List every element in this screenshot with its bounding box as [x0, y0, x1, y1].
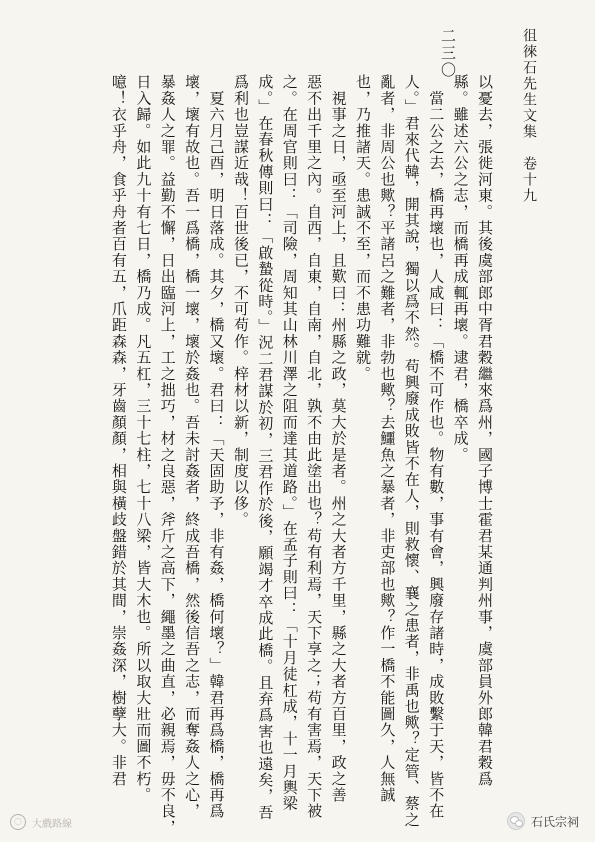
watermark-left-text: 大戲路線	[32, 818, 72, 830]
watermark-right-text: 石氏宗祠	[530, 814, 579, 829]
vertical-body-text: 以憂去，張徙河東。其後虞部郎中胥君穀繼來爲州，國子博士霍君某通判州事，虞部員外郎韓君穀爲 縣。雖述六公之志，而橋再成輒再壞。逮君，橋卒成。 當二公之去，橋再壞也，人咸曰：「橋不可作也。物有數，事有會，興廢存諸時，成敗繫于天，皆不在 人。」君來代韓，開其說，獨以爲不然。苟興廢成敗皆不在人，則救懷、襄之患者，非禹也歟？定管、蔡之 亂者，非周公也歟？平諸呂之難者，非勃也歟？去鱷魚之暴者，非吏部也歟？作一橋不能圖久，人無誠 也，乃推諸天。患誠不至，而不患功難就。 視事之日，亟至河上，且歎曰：州縣之政，莫大於是者。州之大者方千里，縣之大者方百里，政之善 惡不出千里之內。自西，自東，自南，自北，孰不由此塗出也？苟有利焉，天下享之；苟有害焉，天下被 之。在周官則曰：「司險，周知其山林川澤之阻而達其道路。」在孟子則曰：「十月徒杠成，十一月輿梁 成。」在春秋傳則曰：「啟蟄從時。」況二君謀於初，三君作於後，願竭才卒成此橋。且弃爲害也遠矣，吾 爲利也豈謀近哉！百世後已，不可苟作。梓材以新，制度以侈。 夏六月己酉，明日落成。其夕，橋又壞。君曰：「天固助予，非有姦，橋何壞？」韓君再爲橋，橋再爲 壞，壞有故也。吾一爲橋，橋一壞，壞於姦也。吾未討姦者，終成吾橋，然後信吾之志，而奪姦人之心， 暴姦人之罪。益勤不懈，日出臨河上，工之拙巧，材之良惡，斧斤之高下，繩墨之曲直，必親焉，毋不良， 日入歸。如此九十有七日，橋乃成。凡五杠，三十七柱，七十八梁，皆大木也。所以取大壯而圖不朽。 噫！衣乎舟，食乎舟者百有五，爪距森森，牙齒顏顏，相與橫歧盤錯於其間，崇姦深，樹孽大。非君	[109, 74, 494, 836]
watermark-logo-icon: ◌	[10, 814, 26, 830]
wechat-icon	[507, 812, 525, 830]
book-title: 徂徠石先生文集 卷十九	[521, 28, 537, 204]
watermark-left	[10, 814, 72, 830]
page-number: 二三〇	[439, 28, 457, 79]
watermark-right	[507, 812, 579, 830]
